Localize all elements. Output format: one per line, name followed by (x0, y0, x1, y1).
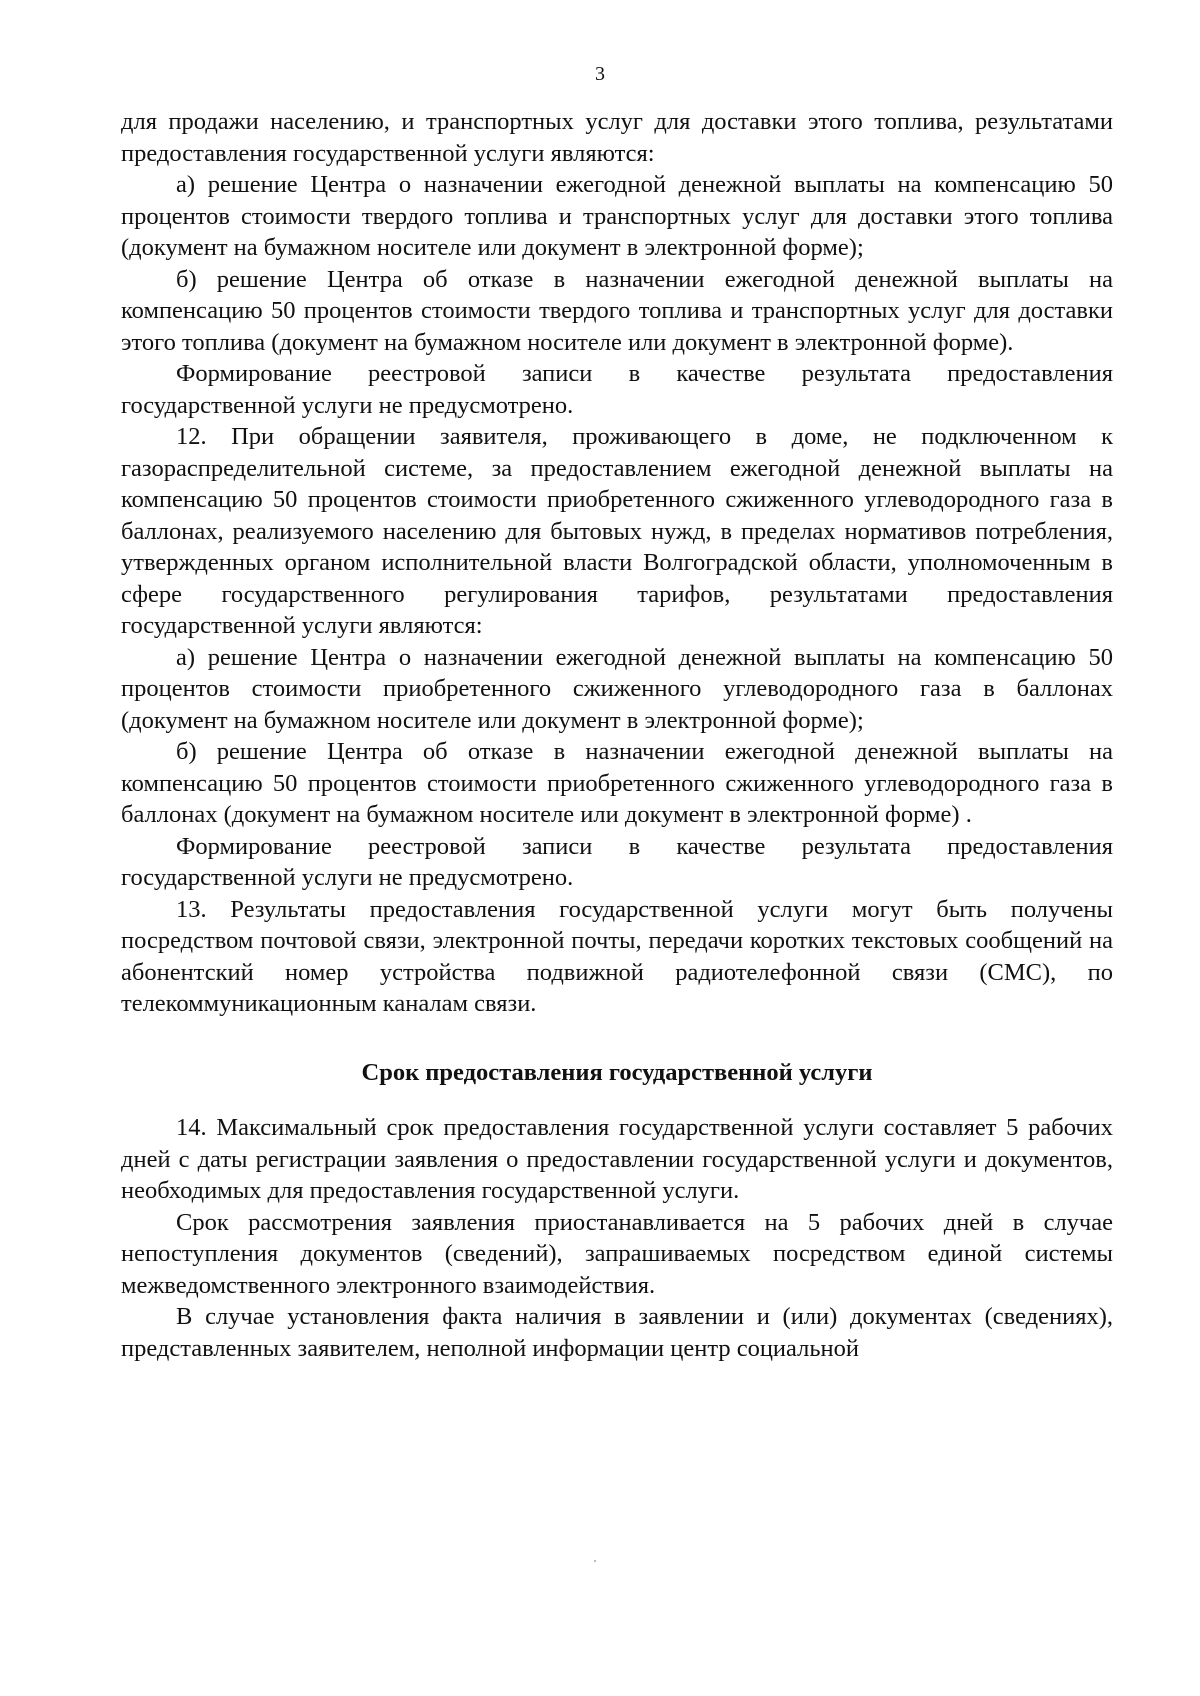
list-item-b-solid-fuel: б) решение Центра об отказе в назначении ежегодной денежной выплаты на компенсацию 50 процентов стоимости твердого топлива и транспортных услуг для доставки этого топлива (документ на бумажном носителе или документ в электронной форме). (121, 265, 1113, 356)
registry-note-2: Формирование реестровой записи в качестве результата предоставления государственной услуги не предусмотрено. (121, 832, 1113, 891)
suspension-paragraph: Срок рассмотрения заявления приостанавливается на 5 рабочих дней в случае непоступления документов (сведений), запрашиваемых посредством единой системы межведомственного электронного взаимодействия. (121, 1208, 1113, 1299)
scan-speck (594, 1560, 596, 1562)
list-item-a-gas: а) решение Центра о назначении ежегодной денежной выплаты на компенсацию 50 процентов стоимости приобретенного сжиженного углеводородного газа в баллонах (документ на бумажном носителе или документ в электронной форме); (121, 643, 1113, 734)
incomplete-info-paragraph: В случае установления факта наличия в заявлении и (или) документах (сведениях), представленных заявителем, неполной информации центр социальной (121, 1303, 1113, 1362)
page-number: 3 (595, 63, 605, 85)
registry-note-1: Формирование реестровой записи в качестве результата предоставления государственной услуги не предусмотрено. (121, 360, 1113, 419)
clause-12: 12. При обращении заявителя, проживающего в доме, не подключенном к газораспределительной системе, за предоставлением ежегодной денежной выплаты на компенсацию 50 процентов стоимости приобретенного сжиженного углеводородного газа в баллонах, реализуемого населению для бытовых нужд, в пределах нормативов потребления, утвержденных органом исполнительной власти Волгоградской области, уполномоченным в сфере государственного регулирования тарифов, результатами предоставления государственной услуги являются: (121, 423, 1113, 639)
document-body (121, 106, 1113, 1364)
clause-14: 14. Максимальный срок предоставления государственной услуги составляет 5 рабочих дней с даты регистрации заявления о предоставлении государственной услуги и документов, необходимых для предоставления государственной услуги. (121, 1114, 1113, 1204)
section-heading: Срок предоставления государственной услуги (361, 1058, 873, 1086)
list-item-b-gas: б) решение Центра об отказе в назначении ежегодной денежной выплаты на компенсацию 50 процентов стоимости приобретенного сжиженного углеводородного газа в баллонах (документ на бумажном носителе или документ в электронной форме) . (121, 738, 1113, 828)
paragraph-intro: для продажи населению, и транспортных услуг для доставки этого топлива, результатами предоставления государственной услуги являются: (121, 108, 1113, 167)
clause-13: 13. Результаты предоставления государственной услуги могут быть получены посредством почтовой связи, электронной почты, передачи коротких текстовых сообщений на абонентский номер устройства подвижной радиотелефонной связи (СМС), по телекоммуникационным каналам связи. (121, 895, 1113, 1017)
list-item-a-solid-fuel: а) решение Центра о назначении ежегодной денежной выплаты на компенсацию 50 процентов стоимости твердого топлива и транспортных услуг для доставки этого топлива (документ на бумажном носителе или документ в электронной форме); (121, 171, 1113, 261)
